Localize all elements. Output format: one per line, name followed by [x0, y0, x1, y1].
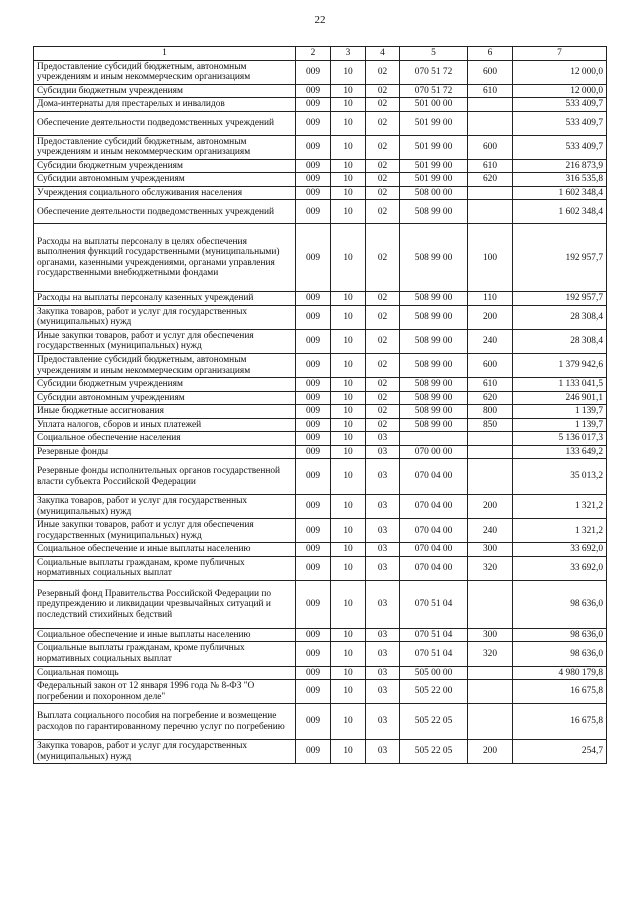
row-amount: 533 409,7 — [513, 135, 607, 159]
row-amount: 1 139,7 — [513, 418, 607, 432]
row-name: Учреждения социального обслуживания населения — [34, 186, 296, 200]
row-amount: 1 139,7 — [513, 405, 607, 419]
row-code-subsection: 03 — [366, 580, 400, 628]
row-code-subsection: 02 — [366, 60, 400, 84]
row-code-type: 100 — [468, 224, 513, 292]
row-code-target — [400, 432, 468, 446]
row-code-subsection: 02 — [366, 418, 400, 432]
table-row — [34, 628, 607, 642]
row-code-section: 10 — [331, 391, 366, 405]
row-amount: 1 133 041,5 — [513, 378, 607, 392]
row-code-section: 10 — [331, 519, 366, 543]
row-code-section: 10 — [331, 159, 366, 173]
row-code-admin: 009 — [296, 305, 331, 329]
row-name: Расходы на выплаты персоналу в целях обеспечения выполнения функций государственными (муниципальными) органами, казенными учреждениями, органами управления государственными внебюджетными фондами — [34, 224, 296, 292]
row-code-type: 610 — [468, 159, 513, 173]
row-code-subsection: 02 — [366, 353, 400, 377]
row-code-section: 10 — [331, 135, 366, 159]
row-code-section: 10 — [331, 200, 366, 224]
row-code-section: 10 — [331, 740, 366, 764]
row-code-admin: 009 — [296, 666, 331, 680]
row-code-target: 070 04 00 — [400, 459, 468, 495]
row-name: Предоставление субсидий бюджетным, автономным учреждениям и иным некоммерческим организациям — [34, 60, 296, 84]
row-code-admin: 009 — [296, 519, 331, 543]
row-code-target: 508 99 00 — [400, 292, 468, 306]
table-row — [34, 680, 607, 704]
row-amount: 12 000,0 — [513, 84, 607, 98]
table-row — [34, 292, 607, 306]
table-row — [34, 378, 607, 392]
row-amount: 5 136 017,3 — [513, 432, 607, 446]
table-row — [34, 353, 607, 377]
table-row — [34, 445, 607, 459]
row-code-target: 508 99 00 — [400, 391, 468, 405]
row-code-target: 508 99 00 — [400, 405, 468, 419]
row-code-admin: 009 — [296, 580, 331, 628]
table-row — [34, 556, 607, 580]
row-code-subsection: 03 — [366, 666, 400, 680]
row-code-admin: 009 — [296, 405, 331, 419]
row-amount: 216 873,9 — [513, 159, 607, 173]
row-code-target: 070 00 00 — [400, 445, 468, 459]
row-code-section: 10 — [331, 642, 366, 666]
row-code-target: 508 00 00 — [400, 186, 468, 200]
row-name: Уплата налогов, сборов и иных платежей — [34, 418, 296, 432]
row-code-type — [468, 680, 513, 704]
row-code-subsection: 02 — [366, 159, 400, 173]
row-code-type: 850 — [468, 418, 513, 432]
row-code-subsection: 03 — [366, 680, 400, 704]
row-name: Социальные выплаты гражданам, кроме публичных нормативных социальных выплат — [34, 642, 296, 666]
row-name: Резервный фонд Правительства Российской Федерации по предупреждению и ликвидации чрезвычайных ситуаций и последствий стихийных бедствий — [34, 580, 296, 628]
row-amount: 533 409,7 — [513, 111, 607, 135]
row-code-type — [468, 432, 513, 446]
row-code-subsection: 03 — [366, 543, 400, 557]
row-name: Закупка товаров, работ и услуг для государственных (муниципальных) нужд — [34, 305, 296, 329]
row-amount: 1 321,2 — [513, 495, 607, 519]
row-amount: 12 000,0 — [513, 60, 607, 84]
table-row — [34, 519, 607, 543]
row-name: Социальная помощь — [34, 666, 296, 680]
header-cell: 4 — [366, 47, 400, 61]
row-code-admin: 009 — [296, 543, 331, 557]
table-row — [34, 418, 607, 432]
row-code-admin: 009 — [296, 224, 331, 292]
row-code-subsection: 02 — [366, 305, 400, 329]
row-code-subsection: 03 — [366, 519, 400, 543]
row-code-type: 300 — [468, 543, 513, 557]
header-cell: 2 — [296, 47, 331, 61]
row-amount: 133 649,2 — [513, 445, 607, 459]
row-code-target: 508 99 00 — [400, 224, 468, 292]
row-code-subsection: 03 — [366, 495, 400, 519]
row-amount: 35 013,2 — [513, 459, 607, 495]
row-code-subsection: 02 — [366, 111, 400, 135]
page-number: 22 — [314, 14, 326, 26]
row-code-admin: 009 — [296, 432, 331, 446]
table-row — [34, 329, 607, 353]
row-name: Федеральный закон от 12 января 1996 года № 8-ФЗ "О погребении и похоронном деле" — [34, 680, 296, 704]
row-code-section: 10 — [331, 680, 366, 704]
row-code-admin: 009 — [296, 60, 331, 84]
row-code-section: 10 — [331, 353, 366, 377]
row-amount: 98 636,0 — [513, 642, 607, 666]
row-code-section: 10 — [331, 704, 366, 740]
row-code-section: 10 — [331, 556, 366, 580]
table-row — [34, 495, 607, 519]
row-code-admin: 009 — [296, 200, 331, 224]
row-code-subsection: 02 — [366, 135, 400, 159]
row-code-type: 600 — [468, 135, 513, 159]
table-row — [34, 305, 607, 329]
table-row — [34, 84, 607, 98]
row-code-subsection: 02 — [366, 173, 400, 187]
table-row — [34, 543, 607, 557]
row-code-admin: 009 — [296, 628, 331, 642]
row-name: Субсидии бюджетным учреждениям — [34, 84, 296, 98]
row-code-admin: 009 — [296, 135, 331, 159]
row-code-section: 10 — [331, 292, 366, 306]
row-name: Обеспечение деятельности подведомственных учреждений — [34, 111, 296, 135]
row-amount: 192 957,7 — [513, 224, 607, 292]
table-row — [34, 642, 607, 666]
row-code-section: 10 — [331, 459, 366, 495]
row-code-target: 508 99 00 — [400, 418, 468, 432]
table-row — [34, 200, 607, 224]
row-code-subsection: 03 — [366, 740, 400, 764]
row-code-admin: 009 — [296, 459, 331, 495]
table-row — [34, 391, 607, 405]
row-name: Субсидии бюджетным учреждениям — [34, 159, 296, 173]
table-row — [34, 98, 607, 112]
row-code-section: 10 — [331, 84, 366, 98]
row-name: Предоставление субсидий бюджетным, автономным учреждениям и иным некоммерческим организациям — [34, 135, 296, 159]
header-cell: 3 — [331, 47, 366, 61]
table-row — [34, 159, 607, 173]
table-row — [34, 111, 607, 135]
row-code-type: 620 — [468, 391, 513, 405]
row-code-target: 070 51 72 — [400, 60, 468, 84]
row-code-target: 070 51 04 — [400, 580, 468, 628]
row-code-type: 600 — [468, 60, 513, 84]
row-name: Субсидии автономным учреждениям — [34, 173, 296, 187]
row-name: Иные закупки товаров, работ и услуг для обеспечения государственных (муниципальных) нужд — [34, 519, 296, 543]
row-code-section: 10 — [331, 628, 366, 642]
row-name: Дома-интернаты для престарелых и инвалидов — [34, 98, 296, 112]
row-name: Иные закупки товаров, работ и услуг для обеспечения государственных (муниципальных) нужд — [34, 329, 296, 353]
row-code-target: 070 51 04 — [400, 628, 468, 642]
row-code-target: 505 22 05 — [400, 740, 468, 764]
row-code-admin: 009 — [296, 418, 331, 432]
row-code-subsection: 02 — [366, 329, 400, 353]
row-code-section: 10 — [331, 224, 366, 292]
row-code-type — [468, 111, 513, 135]
table-header-row — [34, 47, 607, 61]
table-row — [34, 173, 607, 187]
row-code-section: 10 — [331, 173, 366, 187]
row-code-subsection: 02 — [366, 224, 400, 292]
row-code-admin: 009 — [296, 111, 331, 135]
row-code-subsection: 03 — [366, 628, 400, 642]
row-code-section: 10 — [331, 378, 366, 392]
row-name: Закупка товаров, работ и услуг для государственных (муниципальных) нужд — [34, 495, 296, 519]
table-row — [34, 740, 607, 764]
row-name: Субсидии бюджетным учреждениям — [34, 378, 296, 392]
row-code-type: 320 — [468, 642, 513, 666]
row-code-type — [468, 445, 513, 459]
row-amount: 28 308,4 — [513, 329, 607, 353]
row-code-target: 505 22 00 — [400, 680, 468, 704]
row-code-target: 501 99 00 — [400, 111, 468, 135]
row-code-admin: 009 — [296, 329, 331, 353]
row-code-subsection: 03 — [366, 445, 400, 459]
row-code-admin: 009 — [296, 445, 331, 459]
row-code-section: 10 — [331, 543, 366, 557]
row-code-admin: 009 — [296, 391, 331, 405]
row-code-section: 10 — [331, 60, 366, 84]
budget-table — [33, 46, 607, 764]
row-code-section: 10 — [331, 445, 366, 459]
row-code-section: 10 — [331, 305, 366, 329]
table-row — [34, 459, 607, 495]
row-code-target: 501 99 00 — [400, 159, 468, 173]
row-code-admin: 009 — [296, 186, 331, 200]
row-code-type: 200 — [468, 305, 513, 329]
row-code-target: 508 99 00 — [400, 200, 468, 224]
row-code-subsection: 02 — [366, 200, 400, 224]
header-cell: 7 — [513, 47, 607, 61]
table-row — [34, 60, 607, 84]
row-amount: 254,7 — [513, 740, 607, 764]
header-cell: 6 — [468, 47, 513, 61]
row-code-subsection: 02 — [366, 98, 400, 112]
row-amount: 98 636,0 — [513, 628, 607, 642]
row-amount: 192 957,7 — [513, 292, 607, 306]
table-row — [34, 704, 607, 740]
row-code-admin: 009 — [296, 740, 331, 764]
row-name: Социальное обеспечение населения — [34, 432, 296, 446]
row-code-target: 070 04 00 — [400, 543, 468, 557]
row-code-type: 200 — [468, 740, 513, 764]
row-code-section: 10 — [331, 418, 366, 432]
row-code-type — [468, 200, 513, 224]
row-name: Социальное обеспечение и иные выплаты населению — [34, 628, 296, 642]
row-code-type: 240 — [468, 329, 513, 353]
row-code-subsection: 02 — [366, 405, 400, 419]
row-amount: 1 602 348,4 — [513, 186, 607, 200]
row-amount: 316 535,8 — [513, 173, 607, 187]
row-code-type — [468, 666, 513, 680]
row-code-type: 620 — [468, 173, 513, 187]
row-amount: 1 321,2 — [513, 519, 607, 543]
row-code-section: 10 — [331, 329, 366, 353]
row-code-subsection: 03 — [366, 704, 400, 740]
row-code-target: 070 04 00 — [400, 556, 468, 580]
row-code-section: 10 — [331, 98, 366, 112]
row-code-type — [468, 704, 513, 740]
header-cell: 5 — [400, 47, 468, 61]
table-row — [34, 580, 607, 628]
row-amount: 1 602 348,4 — [513, 200, 607, 224]
row-amount: 33 692,0 — [513, 556, 607, 580]
row-code-admin: 009 — [296, 556, 331, 580]
row-code-admin: 009 — [296, 378, 331, 392]
row-name: Резервные фонды исполнительных органов государственной власти субъекта Российской Федерации — [34, 459, 296, 495]
row-code-type: 240 — [468, 519, 513, 543]
row-code-admin: 009 — [296, 173, 331, 187]
row-code-section: 10 — [331, 111, 366, 135]
row-code-type: 110 — [468, 292, 513, 306]
row-code-subsection: 02 — [366, 292, 400, 306]
row-amount: 16 675,8 — [513, 704, 607, 740]
row-code-subsection: 03 — [366, 459, 400, 495]
row-code-type: 200 — [468, 495, 513, 519]
row-code-type — [468, 459, 513, 495]
table-row — [34, 405, 607, 419]
row-code-target: 501 99 00 — [400, 135, 468, 159]
row-code-target: 508 99 00 — [400, 353, 468, 377]
row-code-target: 505 00 00 — [400, 666, 468, 680]
row-code-section: 10 — [331, 432, 366, 446]
row-code-target: 070 04 00 — [400, 495, 468, 519]
row-code-admin: 009 — [296, 642, 331, 666]
row-code-type: 300 — [468, 628, 513, 642]
row-name: Расходы на выплаты персоналу казенных учреждений — [34, 292, 296, 306]
row-code-subsection: 02 — [366, 378, 400, 392]
row-amount: 98 636,0 — [513, 580, 607, 628]
row-code-type: 610 — [468, 378, 513, 392]
row-code-target: 070 04 00 — [400, 519, 468, 543]
row-name: Обеспечение деятельности подведомственных учреждений — [34, 200, 296, 224]
row-amount: 28 308,4 — [513, 305, 607, 329]
row-name: Иные бюджетные ассигнования — [34, 405, 296, 419]
row-code-admin: 009 — [296, 495, 331, 519]
row-code-target: 070 51 04 — [400, 642, 468, 666]
table-row — [34, 224, 607, 292]
row-amount: 533 409,7 — [513, 98, 607, 112]
table-row — [34, 135, 607, 159]
row-name: Социальное обеспечение и иные выплаты населению — [34, 543, 296, 557]
row-name: Резервные фонды — [34, 445, 296, 459]
row-code-type: 320 — [468, 556, 513, 580]
table-row — [34, 666, 607, 680]
row-code-type — [468, 98, 513, 112]
row-code-subsection: 03 — [366, 556, 400, 580]
row-name: Предоставление субсидий бюджетным, автономным учреждениям и иным некоммерческим организациям — [34, 353, 296, 377]
row-code-type — [468, 580, 513, 628]
row-code-admin: 009 — [296, 84, 331, 98]
row-code-admin: 009 — [296, 680, 331, 704]
row-code-section: 10 — [331, 580, 366, 628]
row-name: Субсидии автономным учреждениям — [34, 391, 296, 405]
row-code-admin: 009 — [296, 98, 331, 112]
row-amount: 16 675,8 — [513, 680, 607, 704]
row-amount: 1 379 942,6 — [513, 353, 607, 377]
table-row — [34, 186, 607, 200]
row-code-admin: 009 — [296, 159, 331, 173]
row-code-target: 070 51 72 — [400, 84, 468, 98]
table-row — [34, 432, 607, 446]
row-code-admin: 009 — [296, 292, 331, 306]
row-code-type: 610 — [468, 84, 513, 98]
header-cell: 1 — [34, 47, 296, 61]
row-code-subsection: 03 — [366, 432, 400, 446]
row-code-target: 501 00 00 — [400, 98, 468, 112]
row-code-target: 501 99 00 — [400, 173, 468, 187]
row-name: Закупка товаров, работ и услуг для государственных (муниципальных) нужд — [34, 740, 296, 764]
row-code-subsection: 03 — [366, 642, 400, 666]
row-code-type: 600 — [468, 353, 513, 377]
row-amount: 33 692,0 — [513, 543, 607, 557]
row-amount: 246 901,1 — [513, 391, 607, 405]
row-code-section: 10 — [331, 666, 366, 680]
row-code-target: 505 22 05 — [400, 704, 468, 740]
row-code-subsection: 02 — [366, 391, 400, 405]
row-code-subsection: 02 — [366, 186, 400, 200]
row-name: Выплата социального пособия на погребение и возмещение расходов по гарантированному перечню услуг по погребению — [34, 704, 296, 740]
row-code-subsection: 02 — [366, 84, 400, 98]
row-code-target: 508 99 00 — [400, 329, 468, 353]
row-code-admin: 009 — [296, 353, 331, 377]
row-code-section: 10 — [331, 186, 366, 200]
row-amount: 4 980 179,8 — [513, 666, 607, 680]
row-code-admin: 009 — [296, 704, 331, 740]
row-code-target: 508 99 00 — [400, 378, 468, 392]
row-name: Социальные выплаты гражданам, кроме публичных нормативных социальных выплат — [34, 556, 296, 580]
row-code-section: 10 — [331, 405, 366, 419]
row-code-section: 10 — [331, 495, 366, 519]
row-code-type — [468, 186, 513, 200]
row-code-type: 800 — [468, 405, 513, 419]
row-code-target: 508 99 00 — [400, 305, 468, 329]
